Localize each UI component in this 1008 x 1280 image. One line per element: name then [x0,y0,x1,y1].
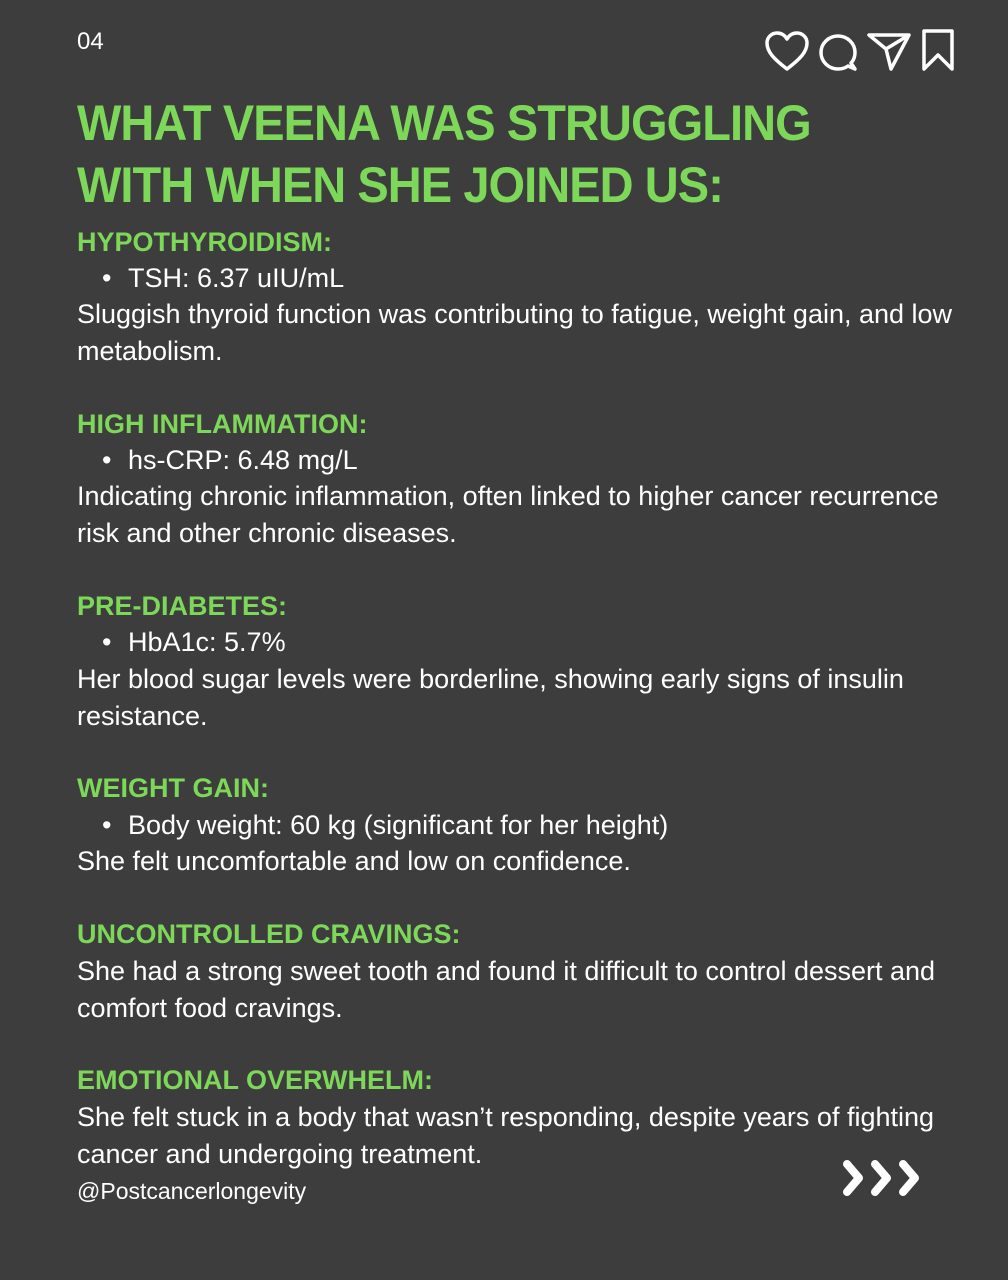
bullet-dot: • [102,810,112,840]
paper-plane-icon[interactable] [866,30,912,72]
post-action-bar [762,26,958,76]
bullet-dot: • [102,627,112,657]
triple-chevron-right-icon[interactable] [842,1156,928,1200]
section-heading-emotional-overwhelm: EMOTIONAL OVERWHELM: [77,1065,433,1095]
bullet-text: HbA1c: 5.7% [128,627,286,657]
section-heading-hypothyroidism: HYPOTHYROIDISM: [77,227,333,257]
bookmark-icon[interactable] [920,28,956,72]
section-description: She felt stuck in a body that wasn’t responding, despite years of fighting cancer and undergoing treatment. [77,1102,935,1169]
account-handle: @Postcancerlongevity [77,1178,307,1204]
comment-bubble-icon[interactable] [818,32,858,72]
heart-icon[interactable] [764,30,810,72]
section-description: She had a strong sweet tooth and found it difficult to control dessert and comfort food cravings. [77,956,936,1023]
section-description: Sluggish thyroid function was contributing to fatigue, weight gain, and low metabolism. [77,299,953,366]
section-description: Indicating chronic inflammation, often linked to higher cancer recurrence risk and other chronic diseases. [77,481,939,548]
section-heading-high-inflammation: HIGH INFLAMMATION: [77,409,368,439]
section-heading-weight-gain: WEIGHT GAIN: [77,773,269,803]
section-description: Her blood sugar levels were borderline, showing early signs of insulin resistance. [77,664,904,731]
section-heading-uncontrolled-cravings: UNCONTROLLED CRAVINGS: [77,919,461,949]
bullet-item [102,442,358,478]
bullet-item [102,807,668,843]
page-title: WHAT VEENA WAS STRUGGLING WITH WHEN SHE JOINED US: [77,95,811,213]
page-number: 04 [77,28,104,55]
bullet-item [102,624,286,660]
bullet-text: hs-CRP: 6.48 mg/L [128,445,358,475]
bullet-text: Body weight: 60 kg (significant for her height) [128,810,669,840]
section-description: She felt uncomfortable and low on confidence. [77,846,631,876]
bullet-item [102,260,344,296]
bullet-dot: • [102,263,112,293]
section-heading-pre-diabetes: PRE-DIABETES: [77,591,288,621]
bullet-dot: • [102,445,112,475]
bullet-text: TSH: 6.37 uIU/mL [128,263,345,293]
